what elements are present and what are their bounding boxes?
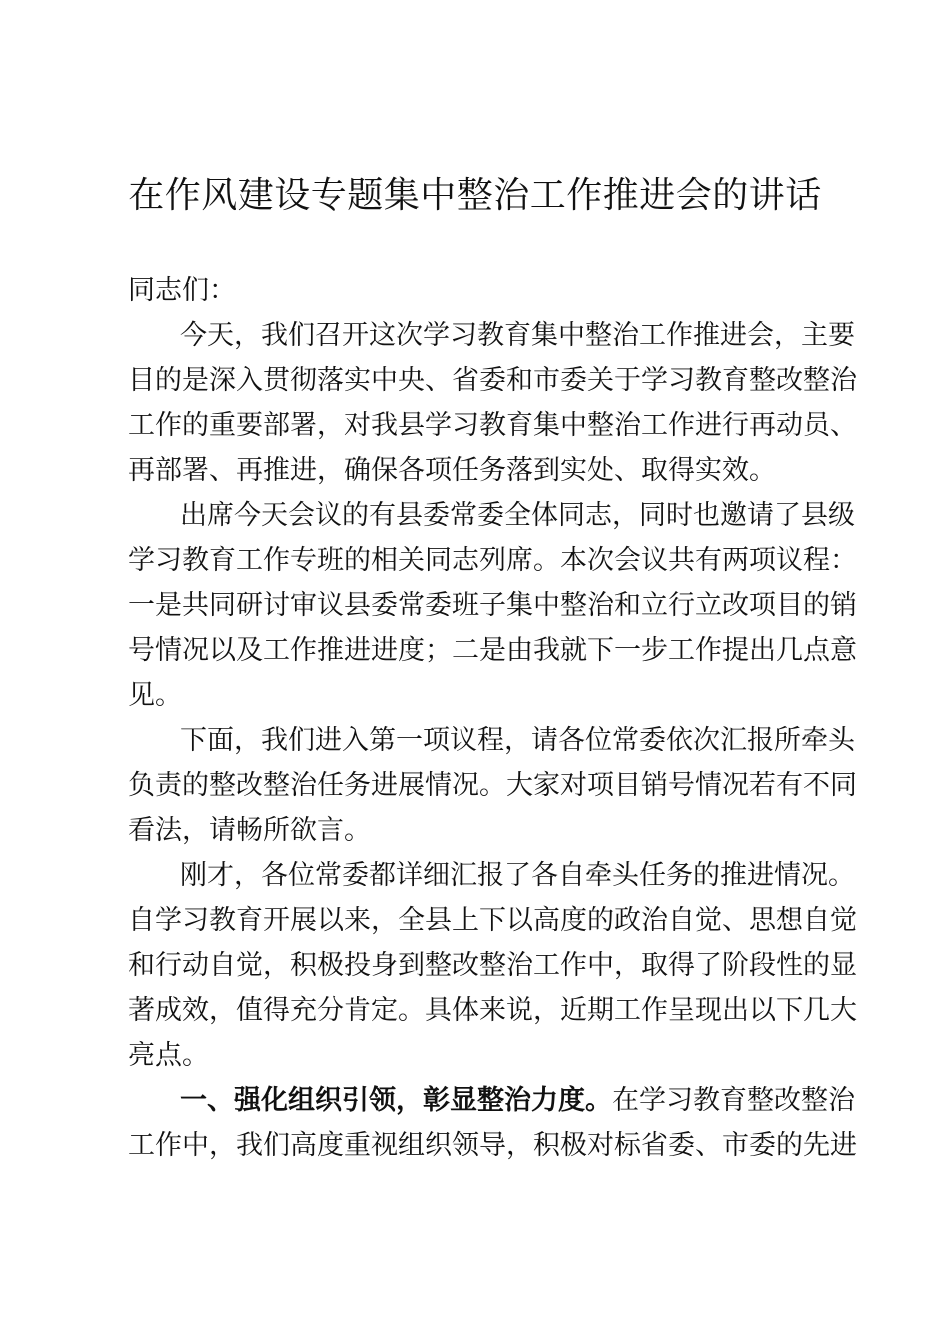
salutation: 同志们： <box>128 275 236 306</box>
paragraph-4-line-3: 和行动自觉，积极投身到整改整治工作中，取得了阶段性的显 <box>128 950 857 981</box>
paragraph-2-line-4: 号情况以及工作推进进度；二是由我就下一步工作提出几点意 <box>128 635 857 666</box>
paragraph-2-line-1: 出席今天会议的有县委常委全体同志，同时也邀请了县级 <box>180 500 855 531</box>
paragraph-3-line-3: 看法，请畅所欲言。 <box>128 815 371 846</box>
paragraph-5-line-2: 工作中，我们高度重视组织领导，积极对标省委、市委的先进 <box>128 1130 857 1161</box>
paragraph-4-line-1: 刚才，各位常委都详细汇报了各自牵头任务的推进情况。 <box>180 860 855 891</box>
paragraph-4-line-2: 自学习教育开展以来，全县上下以高度的政治自觉、思想自觉 <box>128 905 857 936</box>
paragraph-2-line-2: 学习教育工作专班的相关同志列席。本次会议共有两项议程： <box>128 545 857 576</box>
paragraph-5-line-1 <box>128 1078 855 1123</box>
section-heading-1: 一、强化组织引领，彰显整治力度。 <box>180 1085 612 1116</box>
paragraph-5-first-line-rest: 在学习教育整改整治 <box>612 1085 855 1116</box>
paragraph-4-line-4: 著成效，值得充分肯定。具体来说，近期工作呈现出以下几大 <box>128 995 857 1026</box>
paragraph-1-line-4: 再部署、再推进，确保各项任务落到实处、取得实效。 <box>128 455 776 486</box>
paragraph-3-line-1: 下面，我们进入第一项议程，请各位常委依次汇报所牵头 <box>180 725 855 756</box>
paragraph-1-line-2: 目的是深入贯彻落实中央、省委和市委关于学习教育整改整治 <box>128 365 857 396</box>
document-title: 在作风建设专题集中整治工作推进会的讲话 <box>128 175 822 216</box>
paragraph-2-line-5: 见。 <box>128 680 182 711</box>
paragraph-1-line-1: 今天，我们召开这次学习教育集中整治工作推进会，主要 <box>180 320 855 351</box>
paragraph-4-line-5: 亮点。 <box>128 1040 209 1071</box>
speech-body <box>128 268 857 1168</box>
paragraph-3-line-2: 负责的整改整治任务进展情况。大家对项目销号情况若有不同 <box>128 770 857 801</box>
paragraph-1-line-3: 工作的重要部署，对我县学习教育集中整治工作进行再动员、 <box>128 410 857 441</box>
paragraph-2-line-3: 一是共同研讨审议县委常委班子集中整治和立行立改项目的销 <box>128 590 857 621</box>
